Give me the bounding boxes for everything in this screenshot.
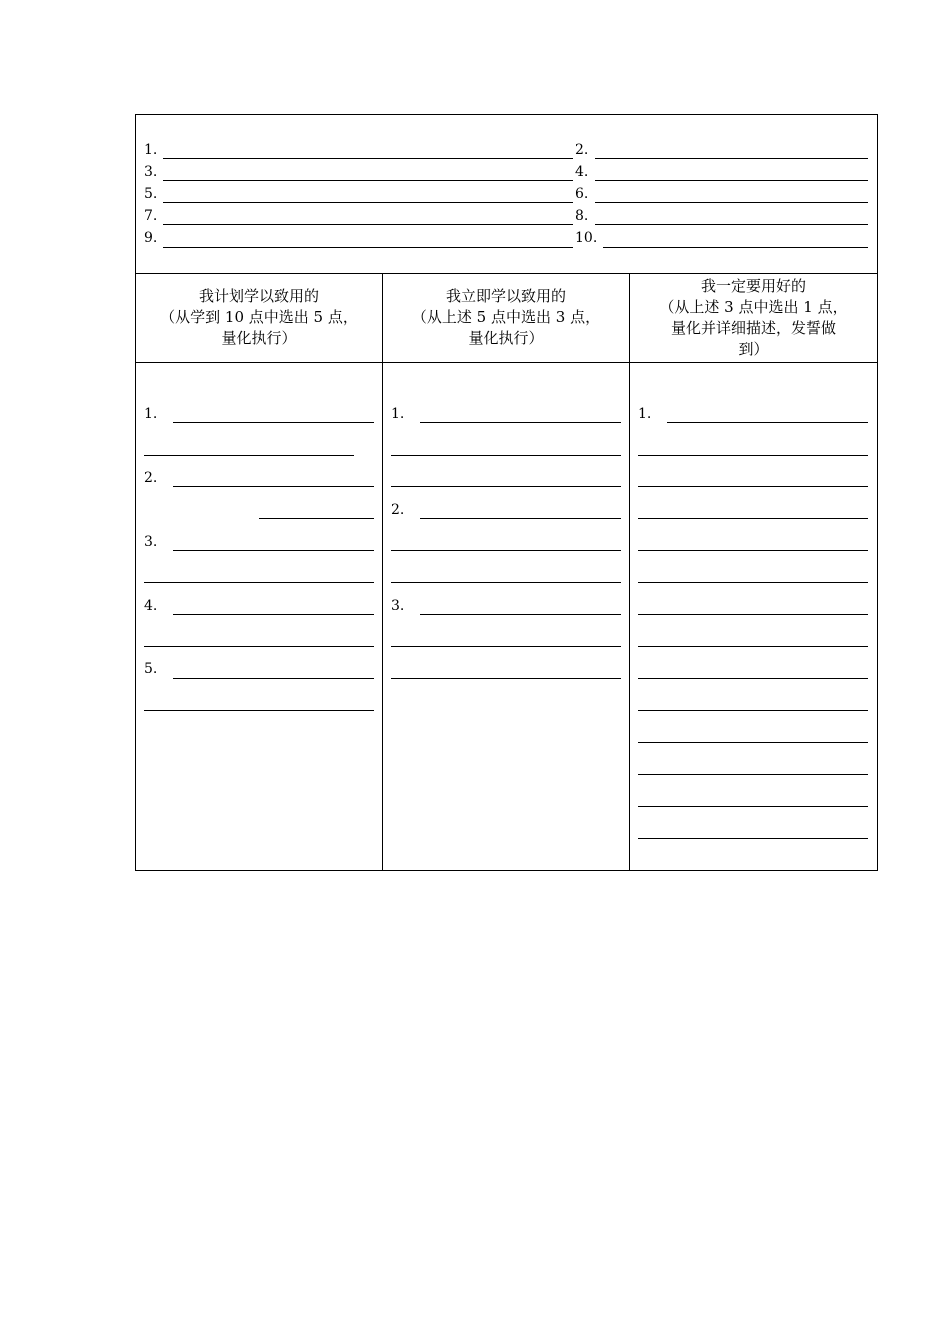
header-note: 量化执行） (468, 329, 544, 347)
blank-line[interactable] (638, 838, 868, 839)
blank-line[interactable] (259, 518, 374, 519)
blank-line[interactable] (163, 180, 573, 181)
blank-line[interactable] (638, 774, 868, 775)
header-title: 我一定要用好的 (700, 276, 806, 295)
blank-line[interactable] (638, 486, 868, 487)
list-number: 2. (575, 142, 589, 158)
commit-column-body (630, 363, 877, 870)
header-subtitle: （从上述 5 点中选出 3 点， (411, 308, 601, 326)
list-number: 4. (575, 164, 589, 180)
blank-line[interactable] (638, 455, 868, 456)
header-subtitle: （从上述 3 点中选出 1 点， (659, 297, 848, 316)
blank-line[interactable] (638, 614, 868, 615)
blank-line[interactable] (420, 422, 621, 423)
list-number: 10. (575, 230, 598, 246)
blank-line[interactable] (638, 742, 868, 743)
column-header-plan (136, 273, 382, 363)
item-number: 1. (144, 406, 158, 422)
immediate-column-body (383, 363, 629, 870)
blank-line[interactable] (391, 455, 621, 456)
blank-line[interactable] (163, 247, 573, 248)
blank-line[interactable] (391, 678, 621, 679)
header-title: 我立即学以致用的 (445, 287, 566, 305)
blank-line[interactable] (638, 582, 868, 583)
blank-line[interactable] (603, 247, 868, 248)
item-number: 5. (144, 661, 158, 677)
list-number: 9. (144, 230, 158, 246)
header-note: 量化并详细描述，发誓做 (670, 318, 836, 337)
column-header-immediate (383, 273, 629, 363)
blank-line[interactable] (173, 486, 374, 487)
blank-line[interactable] (144, 582, 374, 583)
blank-line[interactable] (391, 646, 621, 647)
blank-line[interactable] (163, 224, 573, 225)
top-numbered-list (136, 115, 877, 274)
header-note: 量化执行） (221, 329, 297, 347)
blank-line[interactable] (667, 422, 868, 423)
header-subtitle: （从学到 10 点中选出 5 点， (160, 308, 358, 326)
blank-line[interactable] (391, 486, 621, 487)
list-number: 6. (575, 186, 589, 202)
blank-line[interactable] (595, 202, 868, 203)
blank-line[interactable] (173, 614, 374, 615)
item-number: 3. (144, 534, 158, 550)
item-number: 4. (144, 598, 158, 614)
blank-line[interactable] (163, 158, 573, 159)
blank-line[interactable] (163, 202, 573, 203)
header-note: 到） (738, 339, 769, 358)
blank-line[interactable] (420, 614, 621, 615)
blank-line[interactable] (595, 180, 868, 181)
blank-line[interactable] (173, 678, 374, 679)
list-number: 3. (144, 164, 158, 180)
blank-line[interactable] (391, 582, 621, 583)
blank-line[interactable] (595, 224, 868, 225)
blank-line[interactable] (144, 455, 354, 456)
item-number: 3. (391, 598, 405, 614)
plan-column-body (136, 363, 382, 870)
list-number: 8. (575, 208, 589, 224)
blank-line[interactable] (173, 422, 374, 423)
item-number: 1. (638, 406, 652, 422)
header-title: 我计划学以致用的 (198, 287, 319, 305)
list-number: 1. (144, 142, 158, 158)
item-number: 2. (391, 502, 405, 518)
blank-line[interactable] (638, 550, 868, 551)
blank-line[interactable] (638, 806, 868, 807)
item-number: 2. (144, 470, 158, 486)
blank-line[interactable] (638, 710, 868, 711)
worksheet-table (135, 114, 878, 871)
blank-line[interactable] (595, 158, 868, 159)
list-number: 7. (144, 208, 158, 224)
blank-line[interactable] (638, 518, 868, 519)
blank-line[interactable] (638, 678, 868, 679)
blank-line[interactable] (420, 518, 621, 519)
blank-line[interactable] (144, 710, 374, 711)
item-number: 1. (391, 406, 405, 422)
blank-line[interactable] (638, 646, 868, 647)
blank-line[interactable] (173, 550, 374, 551)
column-header-commit (630, 273, 877, 363)
list-number: 5. (144, 186, 158, 202)
blank-line[interactable] (144, 646, 374, 647)
blank-line[interactable] (391, 550, 621, 551)
